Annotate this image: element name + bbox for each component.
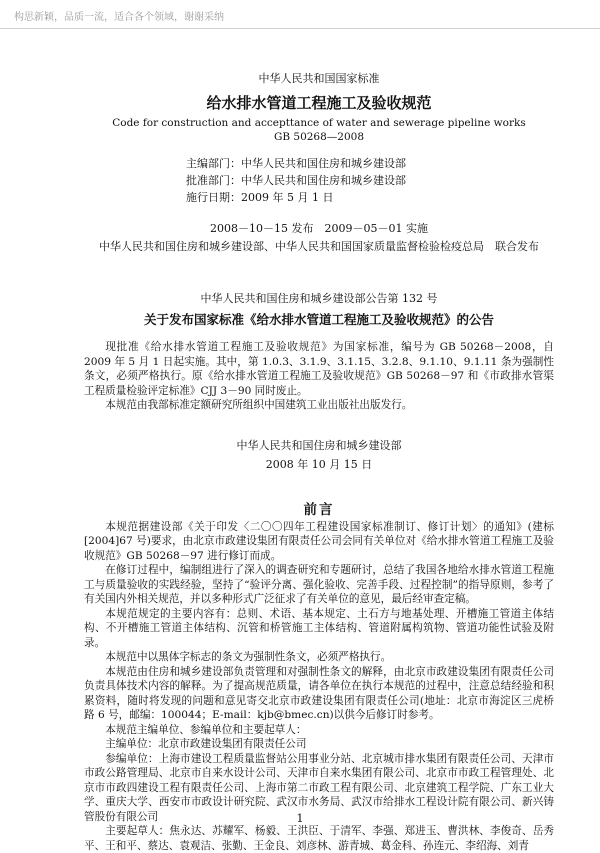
document-title: 给水排水管道工程施工及验收规范 [206,94,432,112]
chief-unit: 主编单位：北京市政建设集团有限责任公司 [105,738,307,750]
preface-paragraph: 本规范中以黑体字标志的条文为强制性条文，必须严格执行。 [105,651,392,663]
announcement-title: 关于发布国家标准《给水排水管道工程施工及验收规范》的公告 [143,312,494,327]
announcement-date: 2008 年 10 月 15 日 [265,457,373,471]
preface-paragraph: 本规范规定的主要内容有：总则、术语、基本规定、土石方与地基处理、开槽施工管道主体结构、不开槽施工管道主体结构、沉管和桥管施工主体结构、管道附属构筑物、管道功能性试验及附录。 [84,607,554,649]
standard-code: GB 50268—2008 [273,131,365,143]
editor-dept: 主编部门：中华人民共和国住房和城乡建设部 [186,157,406,170]
page-number: 1 [296,812,304,825]
announcement-signature: 中华人民共和国住房和城乡建设部 [236,438,402,452]
document-title-en: Code for construction and accepttance of water and sewerage pipeline works [112,117,526,129]
issue-dates: 2008－10－15 发布 2009－05－01 实施 [210,222,428,235]
main-drafters: 主要起草人：焦永达、苏耀军、杨毅、王洪臣、于清军、李强、郑进玉、曹洪林、李俊奇、岳秀平、王和平、蔡达、袁观洁、张勤、王金良、刘彦林、游青城、葛金科、孙连元、李绍海、刘青 [84,825,554,852]
approver-dept: 批准部门：中华人民共和国住房和城乡建设部 [186,174,406,187]
preface-paragraph: 在修订过程中，编制组进行了深入的调查研究和专题研讨，总结了我国各地给水排水管道工程施工与质量验收的实践经验，坚持了“验评分离、强化验收、完善手段、过程控制”的指导原则，参考了有关国内外相关规范，并以多种形式广泛征求了有关单位的意见，最后经审查定稿。 [84,564,554,605]
preface-heading: 前言 [303,501,335,518]
announcement-paragraph: 现批准《给水排水管道工程施工及验收规范》为国家标准，编号为 GB 50268－2008，自 2009 年 5 月 1 日起实施。其中，第 1.0.3、3.1.9、3.1.15、3.2.8、9.1.10、9.1.11 条为强制性条文，必须严格执行。原《给水排水管道工程施工及验收规范》GB 50268－97 和《市政排水管渠工程质量检验评定标准》CJJ 3－90 同时废止。 [84,341,554,397]
effective-date: 施行日期：2009 年 5 月 1 日 [186,191,334,204]
cover-meta [186,155,554,206]
announcement-number: 中华人民共和国住房和城乡建设部公告第 132 号 [200,292,438,305]
participating-units: 参编单位：上海市建设工程质量监督站公用事业分站、北京城市排水集团有限责任公司、天津市市政公路管理局、北京市自来水设计公司、天津市自来水集团有限公司、北京市市政工程管理处、北京市市政四建设工程有限责任公司、上海市第二市政工程有限公司、北京建筑工程学院、广东工业大学、重庆大学、西安市市政设计研究院、武汉市水务局、武汉市给排水工程设计院有限公司、新兴铸管股份有限公司 [84,752,554,823]
page-header [0,0,600,29]
header-slogan: 构思新颖，品质一流，适合各个领域，谢谢采纳 [14,12,224,23]
publishers: 中华人民共和国住房和城乡建设部、中华人民共和国国家质量监督检验检疫总局 联合发布 [99,240,539,253]
preface-paragraph: 本规范由住房和城乡建设部负责管理和对强制性条文的解释，由北京市政建设集团有限责任公司负责具体技术内容的解释。为了提高规范质量，请各单位在执行本规范的过程中，注意总结经验和积累资料，随时将发现的问题和意见寄交北京市政建设集团有限责任公司(地址：北京市海淀区三虎桥路 6 号，邮编：100044；E-mail：kjb@bmec.cn)以供今后修订时参考。 [84,665,554,721]
preface-paragraph: 本规范主编单位、参编单位和主要起草人： [105,723,307,736]
preface-paragraph: 本规范据建设部《关于印发〈二〇〇四年工程建设国家标准制订、修订计划〉的通知》(建标[2004]67 号)要求，由北京市政建设集团有限责任公司会同有关单位对《给水排水管道工程施工及验收规范》GB 50268－97 进行修订而成。 [84,520,554,562]
standard-type: 中华人民共和国国家标准 [258,72,380,85]
document-page [84,40,554,853]
announcement-paragraph: 本规范由我部标准定额研究所组织中国建筑工业出版社出版发行。 [105,399,413,411]
